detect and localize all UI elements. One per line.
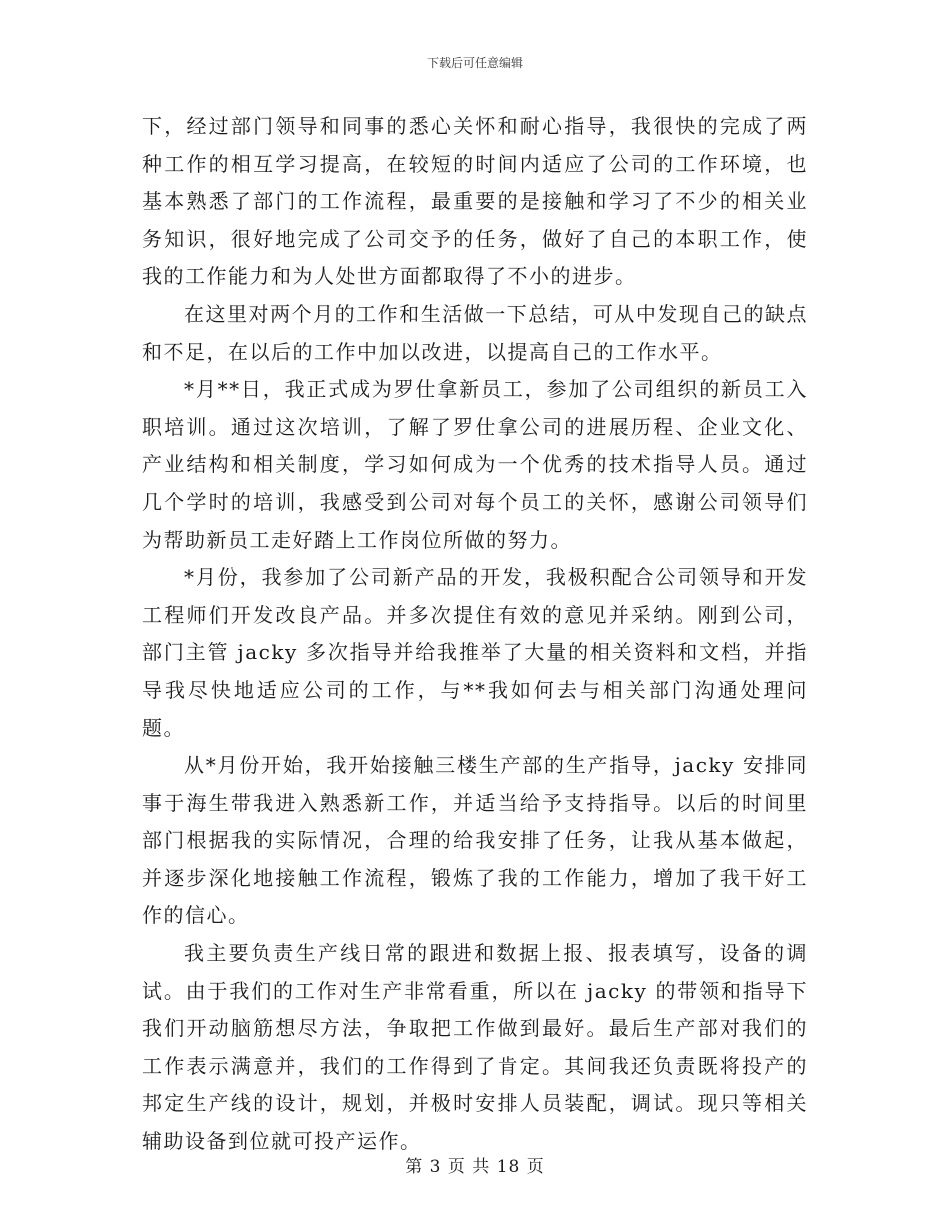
paragraph-summary-intro: 在这里对两个月的工作和生活做一下总结，可从中发现自己的缺点和不足，在以后的工作中加以改进，以提高自己的工作水平。 — [142, 301, 808, 364]
document-body — [142, 108, 808, 1161]
paragraph-production-guidance: 从*月份开始，我开始接触三楼生产部的生产指导，jacky 安排同事于海生带我进入熟悉新工作，并适当给予支持指导。以后的时间里部门根据我的实际情况，合理的给我安排了任务，让我从基本做起，并逐步深化地接触工作流程，锻炼了我的工作能力，增加了我干好工作的信心。 — [142, 753, 808, 928]
header-note: 下载后可任意编辑 — [426, 56, 523, 70]
paragraph-continuation: 下，经过部门领导和同事的悉心关怀和耐心指导，我很快的完成了两种工作的相互学习提高，在较短的时间内适应了公司的工作环境，也基本熟悉了部门的工作流程，最重要的是接触和学习了不少的相关业务知识，很好地完成了公司交予的任务，做好了自己的本职工作，使我的工作能力和为人处世方面都取得了不小的进步。 — [142, 114, 808, 289]
page-number-footer: 第 3 页 共 18 页 — [405, 1157, 545, 1177]
paragraph-responsibilities: 我主要负责生产线日常的跟进和数据上报、报表填写，设备的调试。由于我们的工作对生产非常看重，所以在 jacky 的带领和指导下我们开动脑筋想尽方法，争取把工作做到最好。最后生产部对我们的工作表示满意并，我们的工作得到了肯定。其间我还负责既将投产的邦定生产线的设计，规划，并极时安排人员装配，调试。现只等相关辅助设备到位就可投产运作。 — [142, 941, 808, 1154]
paragraph-product-development: *月份，我参加了公司新产品的开发，我极积配合公司领导和开发工程师们开发改良产品。并多次提住有效的意见并采纳。刚到公司，部门主管 jacky 多次指导并给我推举了大量的相关资料和文档，并指导我尽快地适应公司的工作，与**我如何去与相关部门沟通处理问题。 — [142, 565, 808, 740]
paragraph-onboarding: *月**日，我正式成为罗仕拿新员工，参加了公司组织的新员工入职培训。通过这次培训，了解了罗仕拿公司的进展历程、企业文化、产业结构和相关制度，学习如何成为一个优秀的技术指导人员。通过几个学时的培训，我感受到公司对每个员工的关怀，感谢公司领导们为帮助新员工走好踏上工作岗位所做的努力。 — [142, 377, 808, 552]
